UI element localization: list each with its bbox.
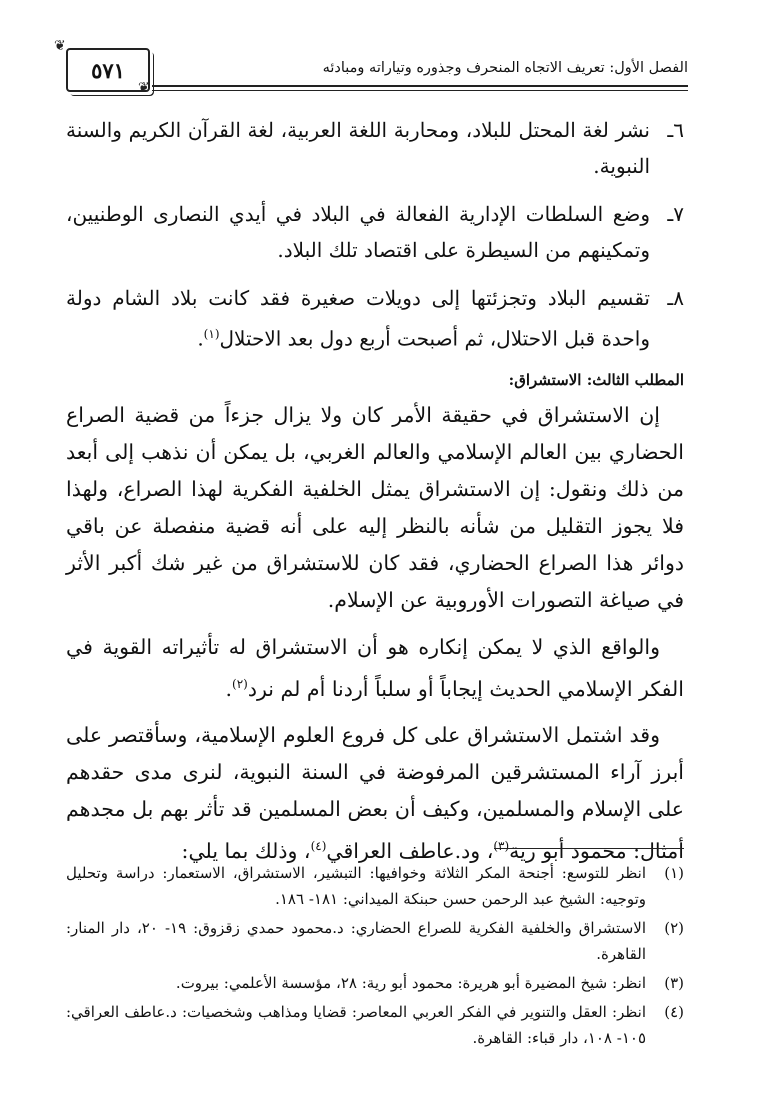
footnote-text: انظر للتوسع: أجنحة المكر الثلاثة وخوافيها: التبشير، الاستشراق، الاستعمار: دراسة وتحليل وتوجيه: الشيخ عبد الرحمن حسن حبنكة الميداني: ١٨١- ١٨٦. — [66, 864, 646, 908]
paragraph-text-mid: ، ود.عاطف العراقي — [326, 839, 494, 864]
list-item — [66, 112, 684, 184]
footnotes — [66, 860, 684, 1054]
page-body — [66, 112, 684, 880]
footnote-number: (٤) — [664, 1003, 684, 1021]
footnote — [66, 999, 684, 1051]
list-item-number: ٨ـ — [667, 286, 684, 310]
footnote — [66, 970, 684, 996]
list-item-number: ٧ـ — [667, 202, 684, 226]
list-item-text-end: . — [197, 326, 204, 351]
footnote — [66, 860, 684, 912]
paragraph-text: والواقع الذي لا يمكن إنكاره هو أن الاستشراق له تأثيراته القوية في الفكر الإسلامي الحديث إيجاباً أو سلباً أردنا أم لم نرد — [66, 634, 684, 701]
footnote-number: (٣) — [664, 974, 684, 992]
footnote-separator — [494, 848, 684, 849]
footnote-reference: (١) — [203, 327, 220, 341]
header-rule — [152, 85, 688, 91]
chapter-title: الفصل الأول: تعريف الاتجاه المنحرف وجذوره وتياراته ومبادئه — [322, 60, 688, 76]
footnote-reference: (٢) — [232, 676, 248, 691]
footnote-number: (١) — [664, 864, 684, 882]
ornament-bottom-icon: ❦ — [138, 80, 150, 96]
paragraph-text: وقد اشتمل الاستشراق على كل فروع العلوم الإسلامية، وسأقتصر على أبرز آراء المستشرقين المرفوضة في السنة النبوية، لنرى مدى حقدهم على الإسلام والمسلمين، وكيف أن بعض المسلمين قد تأثر بهم بل مجدهم أمثال: محمود أبو رية — [66, 723, 684, 864]
page-header — [54, 38, 688, 96]
footnote-reference: (٣) — [493, 839, 510, 854]
footnote-text: الاستشراق والخلفية الفكرية للصراع الحضاري: د.محمود حمدي زقزوق: ١٩- ٢٠، دار المنار: القاهرة. — [66, 919, 646, 963]
paragraph — [66, 397, 684, 619]
footnote-reference: (٤) — [310, 839, 327, 854]
paragraph-text: إن الاستشراق في حقيقة الأمر كان ولا يزال جزءاً من قضية الصراع الحضاري بين العالم الإسلامي والعالم الغربي، بل يمكن أن نذهب إلى أبعد من ذلك ونقول: إن الاستشراق يمثل الخلفية الفكرية لهذا الصراع، ولهذا فلا يجوز التقليل من شأنه بالنظر إليه على أنه قضية منفصلة عن باقي دوائر هذا الصراع الحضاري، فقد كان للاستشراق من غير شك أكبر الأثر في صياغة التصورات الأوروبية عن الإسلام. — [66, 402, 684, 612]
list-item — [66, 280, 684, 357]
footnote-text: انظر: شيخ المضيرة أبو هريرة: محمود أبو رية: ٢٨، مؤسسة الأعلمي: بيروت. — [175, 974, 646, 992]
page-number: ٥٧١ — [91, 57, 125, 83]
paragraph-text-end: ، وذلك بما يلي: — [181, 839, 311, 864]
paragraph-text-end: . — [225, 676, 233, 701]
list-item-text: وضع السلطات الإدارية الفعالة في البلاد في أيدي النصارى الوطنيين، وتمكينهم من السيطرة على اقتصاد تلك البلاد. — [66, 202, 650, 262]
footnote — [66, 915, 684, 967]
section-heading: المطلب الثالث: الاستشراق: — [508, 370, 684, 389]
list-item-number: ٦ـ — [667, 118, 684, 142]
list-item-text: تقسيم البلاد وتجزئتها إلى دويلات صغيرة فقد كانت بلاد الشام دولة واحدة قبل الاحتلال، ثم أصبحت أربع دول بعد الاحتلال — [66, 286, 650, 351]
footnote-text: انظر: العقل والتنوير في الفكر العربي المعاصر: قضايا ومذاهب وشخصيات: د.عاطف العراقي: ١٠٥- ١٠٨، دار قباء: القاهرة. — [66, 1003, 646, 1047]
list-item-text: نشر لغة المحتل للبلاد، ومحاربة اللغة العربية، لغة القرآن الكريم والسنة النبوية. — [66, 118, 650, 178]
ornament-top-icon: ❦ — [54, 38, 66, 54]
paragraph — [66, 629, 684, 708]
list-item-text-container — [66, 280, 650, 357]
list-item — [66, 196, 684, 268]
footnote-number: (٢) — [664, 919, 684, 937]
